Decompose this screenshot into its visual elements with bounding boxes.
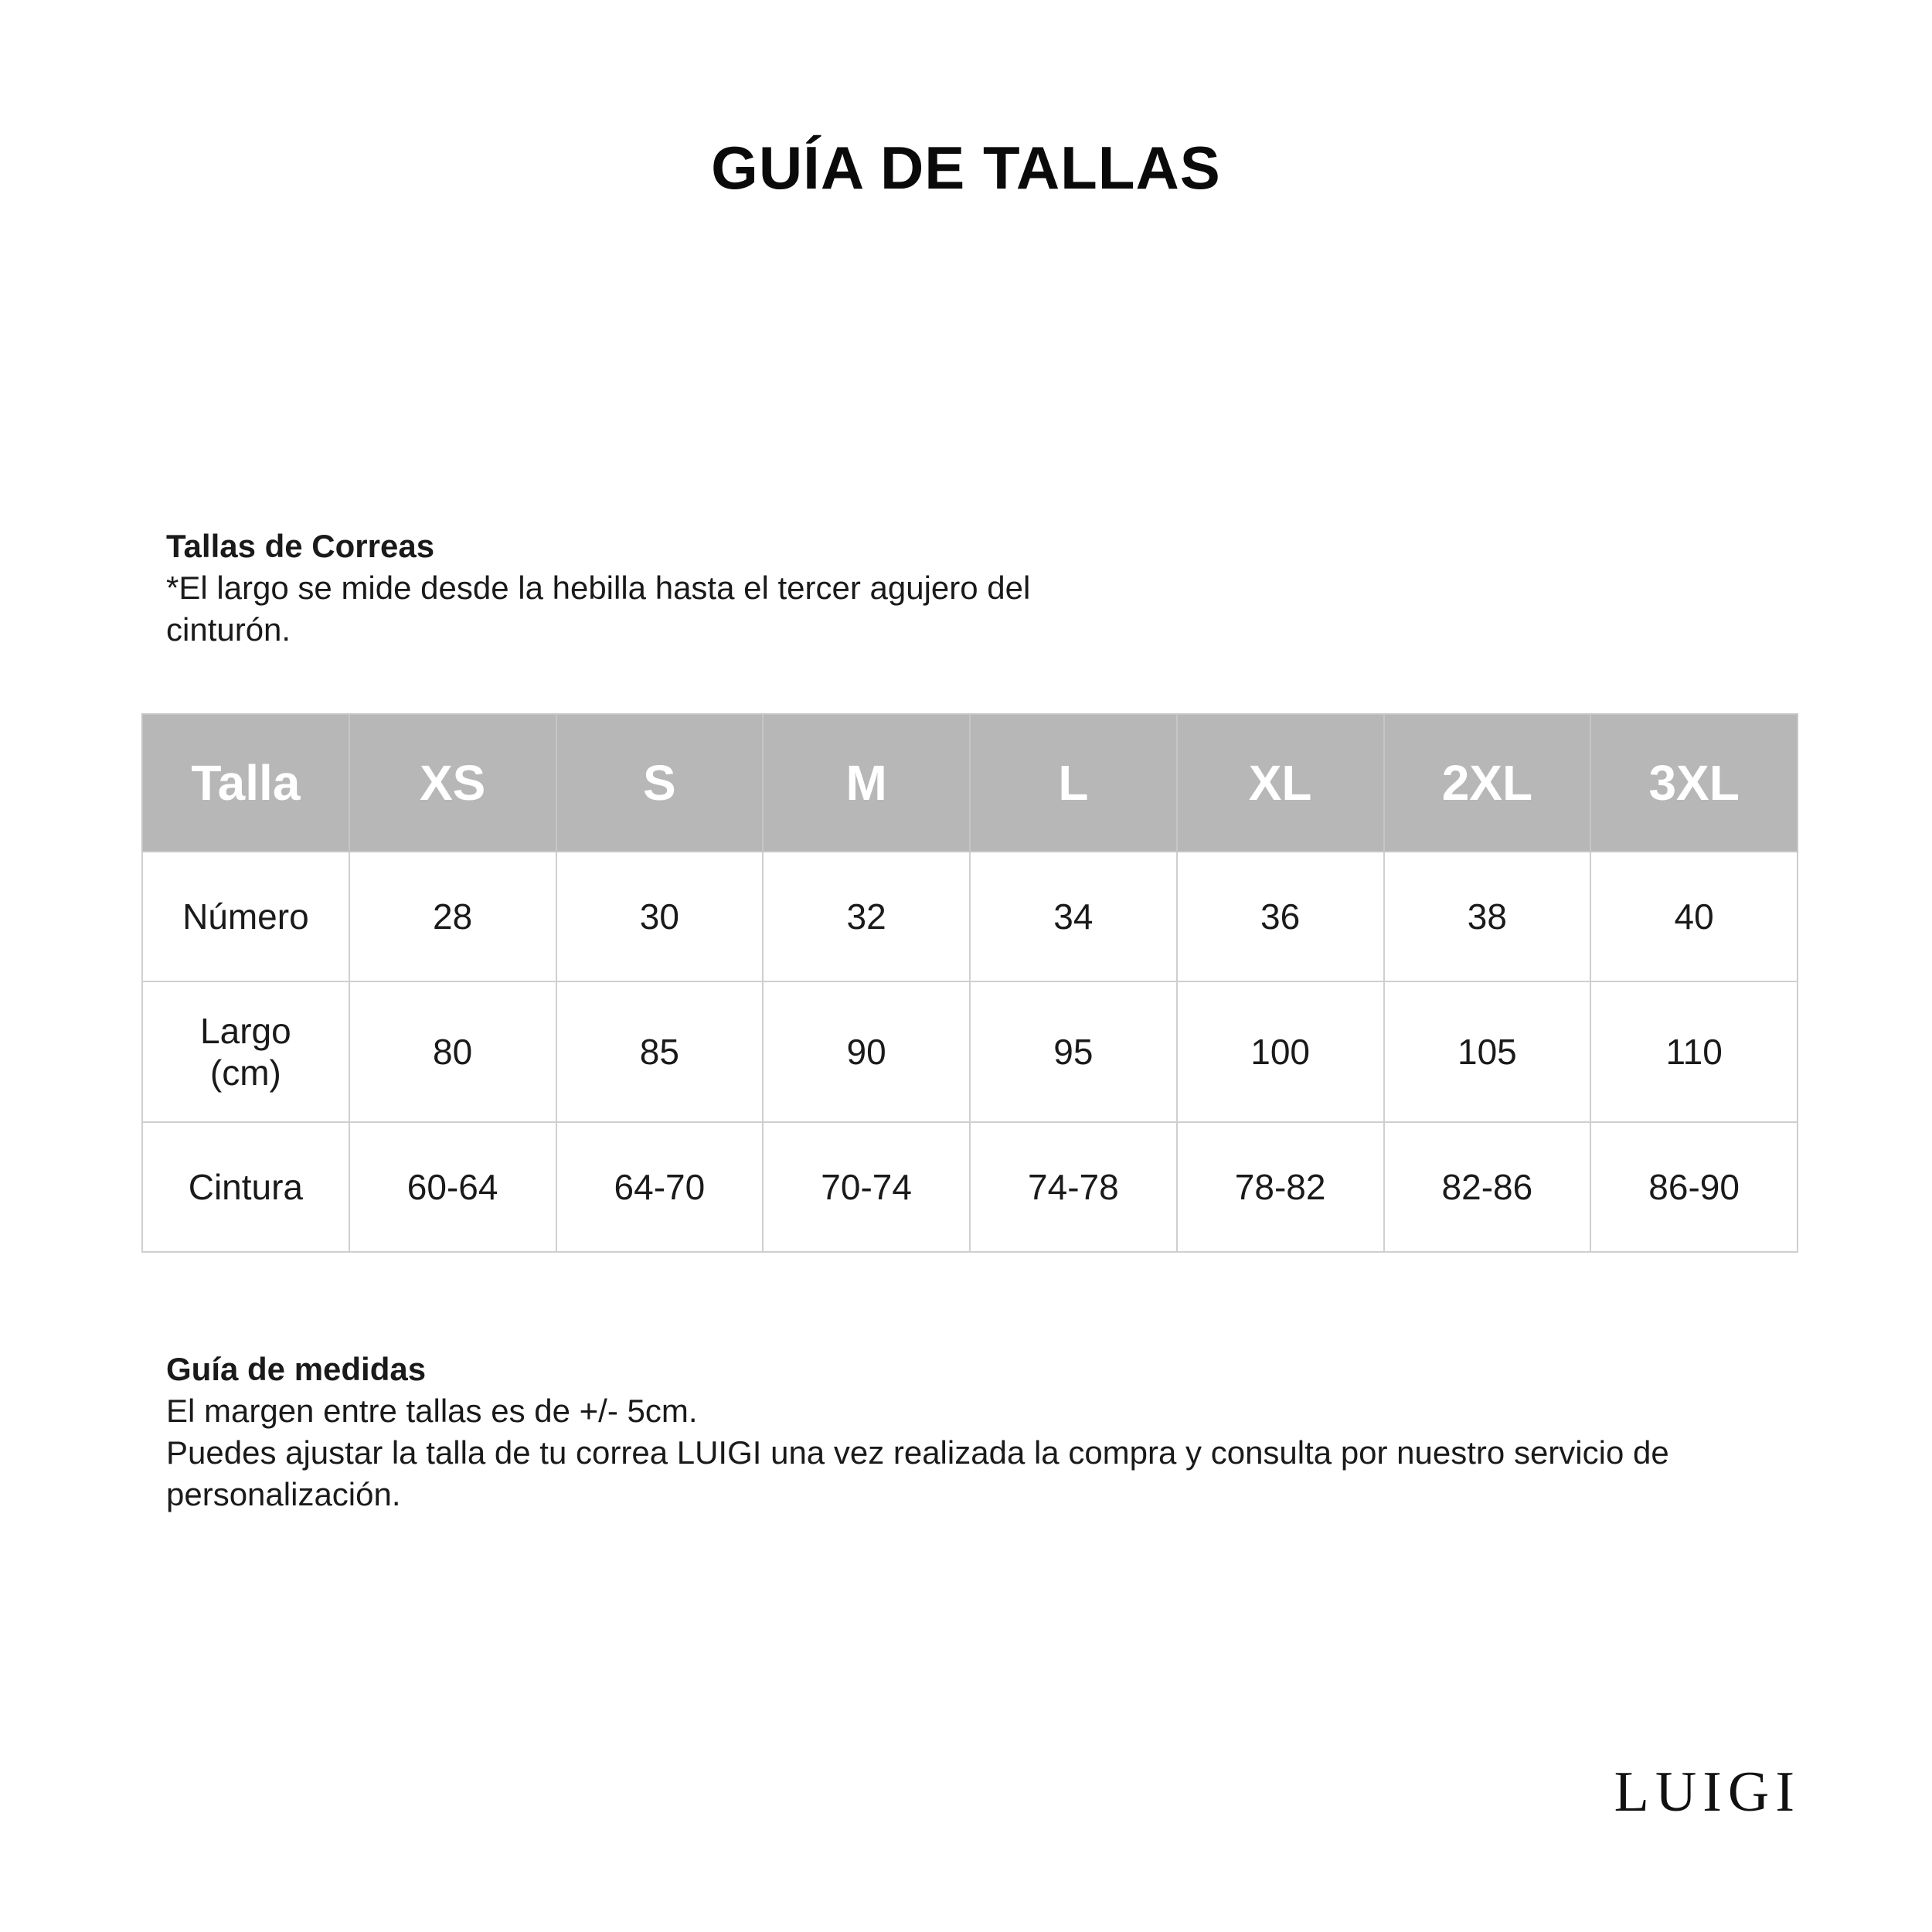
table-row-numero [142,852,1798,981]
header-talla: Talla [142,714,349,852]
header-size: XL [1177,714,1384,852]
header-size: XS [349,714,556,852]
table-cell: 100 [1177,981,1384,1122]
table-cell: 85 [556,981,764,1122]
table-cell: 60-64 [349,1122,556,1252]
table-cell: 86-90 [1590,1122,1798,1252]
size-table [141,713,1798,1253]
row-label [142,852,349,981]
row-label-text: Cintura [188,1167,304,1207]
measures-margin-text: El margen entre tallas es de +/- 5cm. [166,1393,698,1429]
table-cell: 38 [1384,852,1591,981]
table-cell: 36 [1177,852,1384,981]
table-cell: 80 [349,981,556,1122]
row-label [142,1122,349,1252]
table-cell: 95 [970,981,1177,1122]
straps-note: *El largo se mide desde la hebilla hasta el tercer agujero del cinturón. [166,570,1031,648]
table-cell: 78-82 [1177,1122,1384,1252]
row-label-text: Largo (cm) [200,1011,291,1093]
table-cell: 82-86 [1384,1122,1591,1252]
header-size: 3XL [1590,714,1798,852]
table-header-row [142,714,1798,852]
table-cell: 90 [763,981,970,1122]
measures-guide [166,1349,1789,1515]
straps-heading: Tallas de Correas [166,528,435,564]
table-cell: 105 [1384,981,1591,1122]
row-label [142,981,349,1122]
header-size: M [763,714,970,852]
table-cell: 64-70 [556,1122,764,1252]
header-size: L [970,714,1177,852]
measures-heading: Guía de medidas [166,1351,427,1387]
page-title: GUÍA DE TALLAS [711,134,1221,202]
header-size: S [556,714,764,852]
table-row-cintura [142,1122,1798,1252]
row-label-text: Número [182,896,309,937]
table-row-largo [142,981,1798,1122]
straps-intro [166,526,1140,651]
table-cell: 28 [349,852,556,981]
table-cell: 70-74 [763,1122,970,1252]
brand-logo: LUIGI [1614,1760,1801,1824]
table-cell: 110 [1590,981,1798,1122]
measures-adjust-text: Puedes ajustar la talla de tu correa LUIGI una vez realizada la compra y consulta por nuestro servicio de personalización. [166,1434,1669,1512]
table-cell: 40 [1590,852,1798,981]
table-cell: 30 [556,852,764,981]
table-cell: 74-78 [970,1122,1177,1252]
table-cell: 32 [763,852,970,981]
table-cell: 34 [970,852,1177,981]
header-size: 2XL [1384,714,1591,852]
